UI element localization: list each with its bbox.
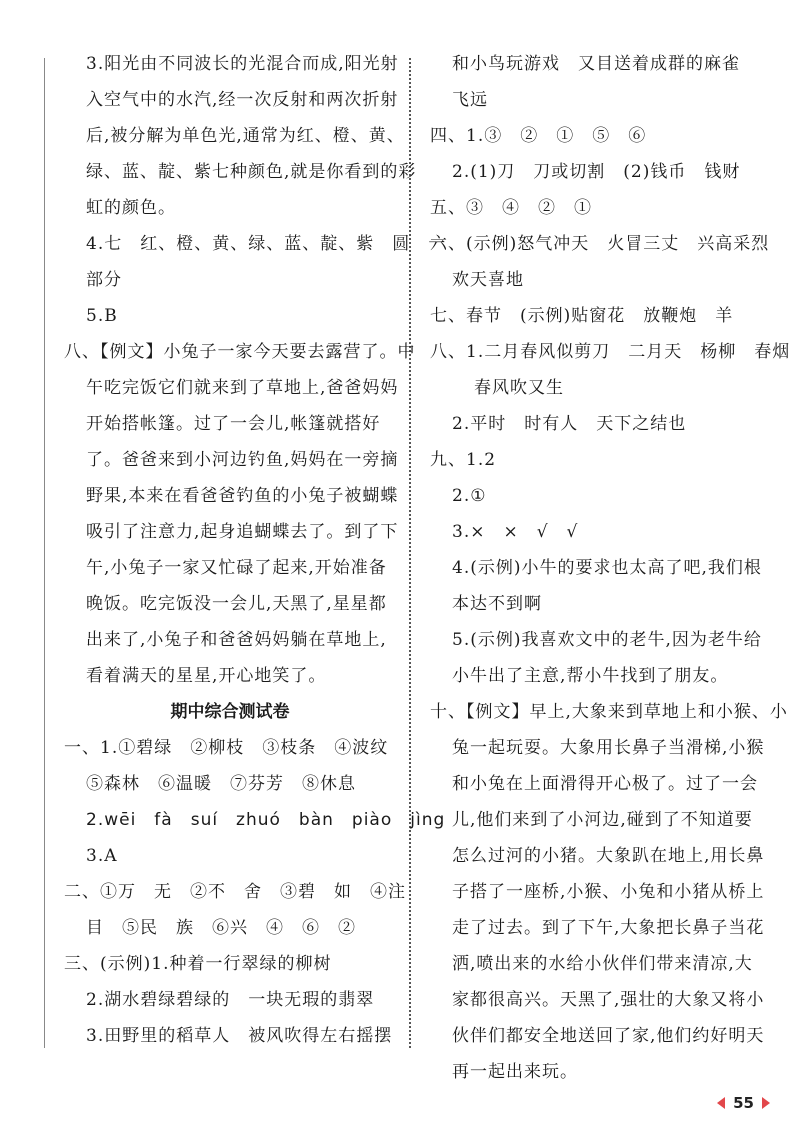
answer-line: 3.阳光由不同波长的光混合而成,阳光射 [86, 54, 399, 74]
answer-line: 后,被分解为单色光,通常为红、橙、黄、 [86, 126, 405, 146]
essay-line: 午,小兔子一家又忙碌了起来,开始准备 [86, 558, 387, 578]
answer-line: 虹的颜色。 [86, 198, 176, 218]
answer-line: 欢天喜地 [452, 270, 524, 290]
answer-line: 2.(1)刀 刀或切割 (2)钱币 钱财 [452, 162, 741, 182]
essay-line: 兔一起玩耍。大象用长鼻子当滑梯,小猴 [452, 738, 765, 758]
answer-line: 4.七 红、橙、黄、绿、蓝、靛、紫 圆 一 [86, 234, 447, 254]
essay-line: 儿,他们来到了小河边,碰到了不知道要 [452, 810, 753, 830]
answer-line: 四、1.③ ② ① ⑤ ⑥ [430, 126, 647, 146]
answer-line: 一、1.①碧绿 ②柳枝 ③枝条 ④波纹 [64, 738, 389, 758]
answer-line: 5.B [86, 306, 118, 326]
answer-line: 本达不到啊 [452, 594, 542, 614]
essay-line: 伙伴们都安全地送回了家,他们约好明天 [452, 1026, 765, 1046]
section-eight-heading-line: 八、【例文】小兔子一家今天要去露营了。中 [64, 342, 416, 362]
answer-line: 九、1.2 [430, 450, 497, 470]
essay-line: 和小兔在上面滑得开心极了。过了一会 [452, 774, 758, 794]
answer-line: 春风吹又生 [474, 378, 564, 398]
answer-line: 5.(示例)我喜欢文中的老牛,因为老牛给 [452, 630, 762, 650]
answer-line: 六、(示例)怒气冲天 火冒三丈 兴高采烈 [430, 234, 770, 254]
answer-line: 七、春节 (示例)贴窗花 放鞭炮 羊 [430, 306, 734, 326]
section-ten-heading-line: 十、【例文】早上,大象来到草地上和小猴、小 [430, 702, 788, 722]
answer-line: 二、①万 无 ②不 舍 ③碧 如 ④注 [64, 882, 406, 902]
right-column [430, 46, 791, 1090]
essay-line: 子搭了一座桥,小猴、小兔和小猪从桥上 [452, 882, 765, 902]
essay-line: 家都很高兴。天黑了,强壮的大象又将小 [452, 990, 765, 1010]
triangle-right-icon [762, 1097, 770, 1109]
essay-line: 再一起出来玩。 [452, 1062, 578, 1082]
essay-line: 午吃完饭它们就来到了草地上,爸爸妈妈 [86, 378, 399, 398]
answer-line: 2.平时 时有人 天下之结也 [452, 414, 687, 434]
answer-line: 绿、蓝、靛、紫七种颜色,就是你看到的彩 [86, 162, 417, 182]
answer-line: 3.× × √ √ [452, 522, 579, 542]
answer-line: 飞远 [452, 90, 488, 110]
section-title: 期中综合测试卷 [170, 702, 290, 722]
answer-line: 4.(示例)小牛的要求也太高了吧,我们根 [452, 558, 762, 578]
answer-line: 小牛出了主意,帮小牛找到了朋友。 [452, 666, 729, 686]
pinyin-answer-line: 2.wēi fà suí zhuó bàn piào jìng [86, 810, 446, 830]
answer-line: 入空气中的水汽,经一次反射和两次折射 [86, 90, 399, 110]
page-footer [717, 1094, 770, 1112]
left-column [64, 46, 447, 1054]
essay-line: 怎么过河的小猪。大象趴在地上,用长鼻 [452, 846, 765, 866]
essay-line: 走了过去。到了下午,大象把长鼻子当花 [452, 918, 765, 938]
essay-line: 吸引了注意力,起身追蝴蝶去了。到了下 [86, 522, 399, 542]
left-margin-rule [44, 58, 45, 1048]
page-number: 55 [733, 1094, 754, 1112]
essay-line: 了。爸爸来到小河边钓鱼,妈妈在一旁摘 [86, 450, 399, 470]
answer-line: 八、1.二月春风似剪刀 二月天 杨柳 春烟 [430, 342, 791, 362]
answer-line: 3.田野里的稻草人 被风吹得左右摇摆 [86, 1026, 393, 1046]
essay-line: 开始搭帐篷。过了一会儿,帐篷就搭好 [86, 414, 381, 434]
answer-line: 三、(示例)1.种着一行翠绿的柳树 [64, 954, 332, 974]
triangle-left-icon [717, 1097, 725, 1109]
answer-line: 和小鸟玩游戏 又目送着成群的麻雀 [452, 54, 740, 74]
answer-line: 2.湖水碧绿碧绿的 一块无瑕的翡翠 [86, 990, 375, 1010]
answer-line: ⑤森林 ⑥温暖 ⑦芬芳 ⑧休息 [86, 774, 356, 794]
answer-line: 目 ⑤民 族 ⑥兴 ④ ⑥ ② [86, 918, 356, 938]
answer-line: 五、③ ④ ② ① [430, 198, 592, 218]
essay-line: 洒,喷出来的水给小伙伴们带来清凉,大 [452, 954, 753, 974]
essay-line: 野果,本来在看爸爸钓鱼的小兔子被蝴蝶 [86, 486, 399, 506]
essay-line: 晚饭。吃完饭没一会儿,天黑了,星星都 [86, 594, 387, 614]
answer-line: 2.① [452, 486, 487, 506]
answer-line: 3.A [86, 846, 118, 866]
column-divider [409, 58, 411, 1048]
essay-line: 出来了,小兔子和爸爸妈妈躺在草地上, [86, 630, 387, 650]
essay-line: 看着满天的星星,开心地笑了。 [86, 666, 327, 686]
answer-line: 部分 [86, 270, 122, 290]
